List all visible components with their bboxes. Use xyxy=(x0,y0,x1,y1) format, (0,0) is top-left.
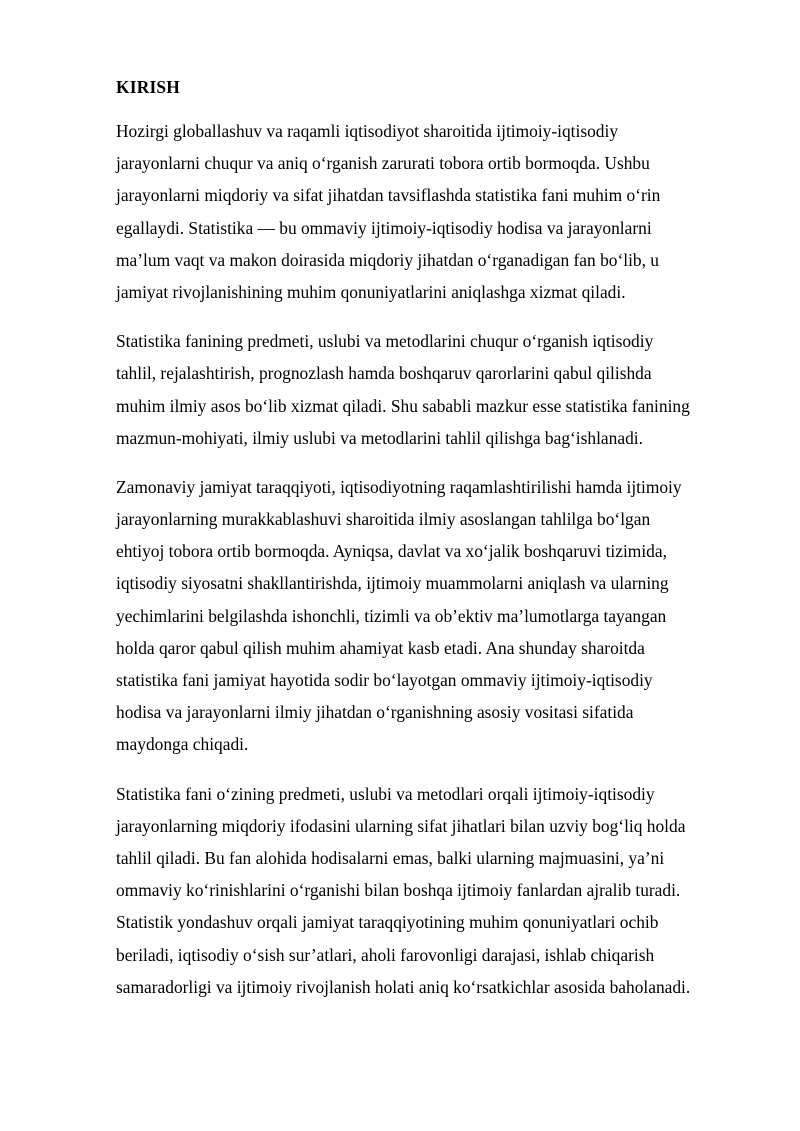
document-body xyxy=(116,75,744,1020)
text-line: muhim ilmiy asos bo‘lib xizmat qiladi. Shu sababli mazkur esse statistika fanining xyxy=(116,395,690,416)
text-line: mazmun-mohiyati, ilmiy uslubi va metodlarini tahlil qilishga bag‘ishlanadi. xyxy=(116,427,643,448)
text-line: egallaydi. Statistika — bu ommaviy ijtimoiy-iqtisodiy hodisa va jarayonlarni xyxy=(116,217,652,238)
text-line: maydonga chiqadi. xyxy=(116,734,249,755)
text-line: ehtiyoj tobora ortib bormoqda. Ayniqsa, davlat va xo‘jalik boshqaruvi tizimida, xyxy=(116,541,667,562)
text-line: yechimlarini belgilashda ishonchli, tizimli va ob’ektiv ma’lumotlarga tayangan xyxy=(116,605,667,626)
paragraph-4 xyxy=(116,778,744,1003)
text-line: beriladi, iqtisodiy o‘sish sur’atlari, aholi farovonligi darajasi, ishlab chiqarish xyxy=(116,944,655,965)
text-line: Statistika fanining predmeti, uslubi va metodlarini chuqur o‘rganish iqtisodiy xyxy=(116,331,654,352)
text-line: statistika fani jamiyat hayotida sodir bo‘layotgan ommaviy ijtimoiy-iqtisodiy xyxy=(116,670,653,690)
paragraph-1 xyxy=(116,115,744,308)
text-line: holda qaror qabul qilish muhim ahamiyat kasb etadi. Ana shunday sharoitda xyxy=(116,637,645,658)
text-line: hodisa va jarayonlarni ilmiy jihatdan o‘rganishning asosiy vositasi sifatida xyxy=(116,702,634,723)
text-line: tahlil qiladi. Bu fan alohida hodisalarni emas, balki ularning majmuasini, ya’ni xyxy=(116,847,665,868)
paragraph-2 xyxy=(116,325,744,454)
text-line: jarayonlarni miqdoriy va sifat jihatdan tavsiflashda statistika fani muhim o‘rin xyxy=(116,185,661,206)
paragraph-3 xyxy=(116,471,744,761)
text-line: samaradorligi va ijtimoiy rivojlanish holati aniq ko‘rsatkichlar asosida baholanadi. xyxy=(116,976,691,997)
text-line: iqtisodiy siyosatni shakllantirishda, ijtimoiy muammolarni aniqlash va ularning xyxy=(116,573,669,594)
text-line: Statistik yondashuv orqali jamiyat taraqqiyotining muhim qonuniyatlari ochib xyxy=(116,912,659,933)
text-line: Hozirgi globallashuv va raqamli iqtisodiyot sharoitida ijtimoiy-iqtisodiy xyxy=(116,121,619,141)
text-line: jarayonlarni chuqur va aniq o‘rganish zarurati tobora ortib bormoqda. Ushbu xyxy=(116,153,650,174)
text-line: jarayonlarning miqdoriy ifodasini ularning sifat jihatlari bilan uzviy bog‘liq holda xyxy=(116,815,686,836)
section-heading: KIRISH xyxy=(116,77,181,97)
text-line: jarayonlarning murakkablashuvi sharoitida ilmiy asoslangan tahlilga bo‘lgan xyxy=(116,509,651,530)
text-line: ma’lum vaqt va makon doirasida miqdoriy jihatdan o‘rganadigan fan bo‘lib, u xyxy=(116,249,659,270)
text-line: Statistika fani o‘zining predmeti, uslubi va metodlari orqali ijtimoiy-iqtisodiy xyxy=(116,783,655,804)
text-line: jamiyat rivojlanishining muhim qonuniyatlarini aniqlashga xizmat qiladi. xyxy=(116,281,626,302)
text-line: Zamonaviy jamiyat taraqqiyoti, iqtisodiyotning raqamlashtirilishi hamda ijtimoiy xyxy=(116,476,682,497)
text-line: tahlil, rejalashtirish, prognozlash hamda boshqaruv qarorlarini qabul qilishda xyxy=(116,363,652,384)
text-line: ommaviy ko‘rinishlarini o‘rganishi bilan boshqa ijtimoiy fanlardan ajralib turadi. xyxy=(116,880,681,901)
